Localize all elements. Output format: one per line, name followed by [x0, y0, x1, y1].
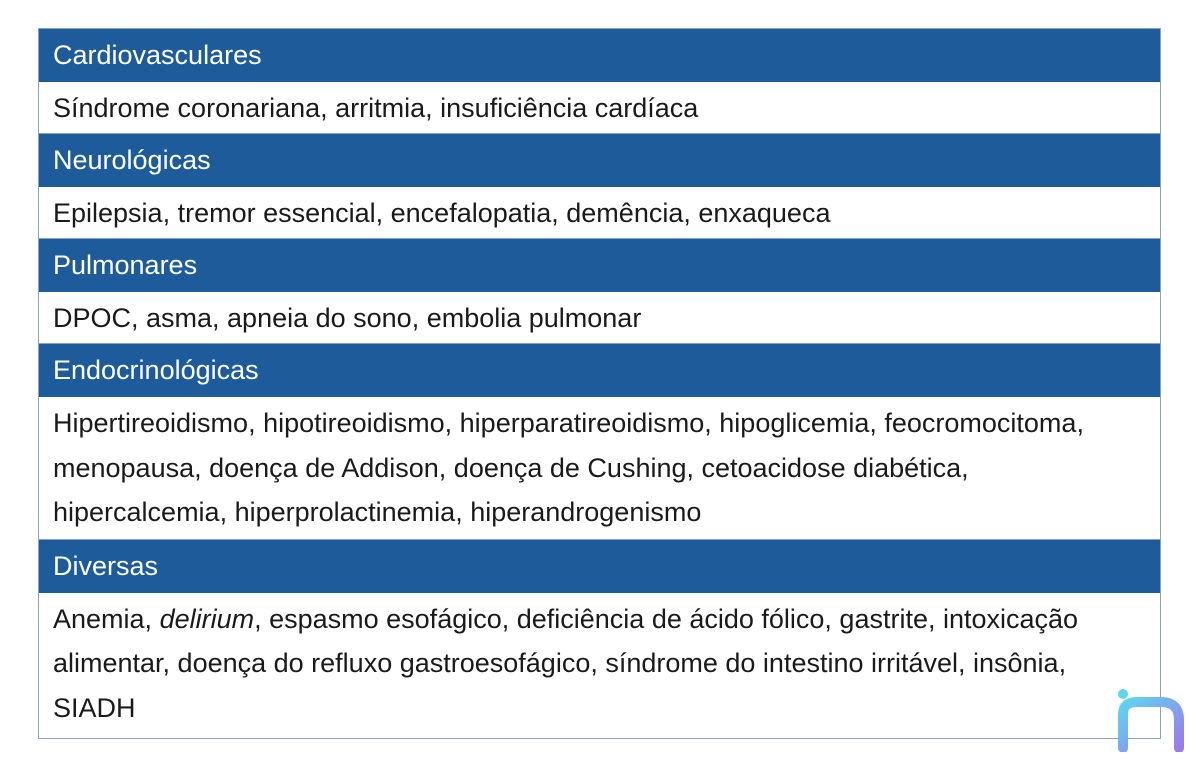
m-logo-icon [1113, 688, 1189, 752]
body-text-start: Anemia, [53, 603, 160, 634]
section-body-pulmonares: DPOC, asma, apneia do sono, embolia pulmonar [39, 292, 1160, 344]
body-text-italic: delirium [159, 603, 255, 634]
body-text-end: , espasmo esofágico, deficiência de ácido fólico, gastrite, intoxicação alimentar, doença do refluxo gastroesofágico, síndrome do intestino irritável, insônia, SIADH [53, 603, 1079, 723]
section-header-pulmonares: Pulmonares [39, 239, 1160, 292]
section-header-diversas: Diversas [39, 540, 1160, 593]
section-header-endocrinologicas: Endocrinológicas [39, 344, 1160, 397]
section-body-neurologicas: Epilepsia, tremor essencial, encefalopatia, demência, enxaqueca [39, 187, 1160, 239]
section-body-endocrinologicas: Hipertireoidismo, hipotireoidismo, hiperparatireoidismo, hipoglicemia, feocromocitoma, menopausa, doença de Addison, doença de Cushing, cetoacidose diabética, hipercalcemia, hiperprolactinemia, hiperandrogenismo [39, 397, 1160, 540]
conditions-table [38, 28, 1161, 739]
section-body-diversas [39, 593, 1160, 739]
section-body-cardiovasculares: Síndrome coronariana, arritmia, insuficiência cardíaca [39, 82, 1160, 134]
section-header-neurologicas: Neurológicas [39, 134, 1160, 187]
section-header-cardiovasculares: Cardiovasculares [39, 29, 1160, 82]
